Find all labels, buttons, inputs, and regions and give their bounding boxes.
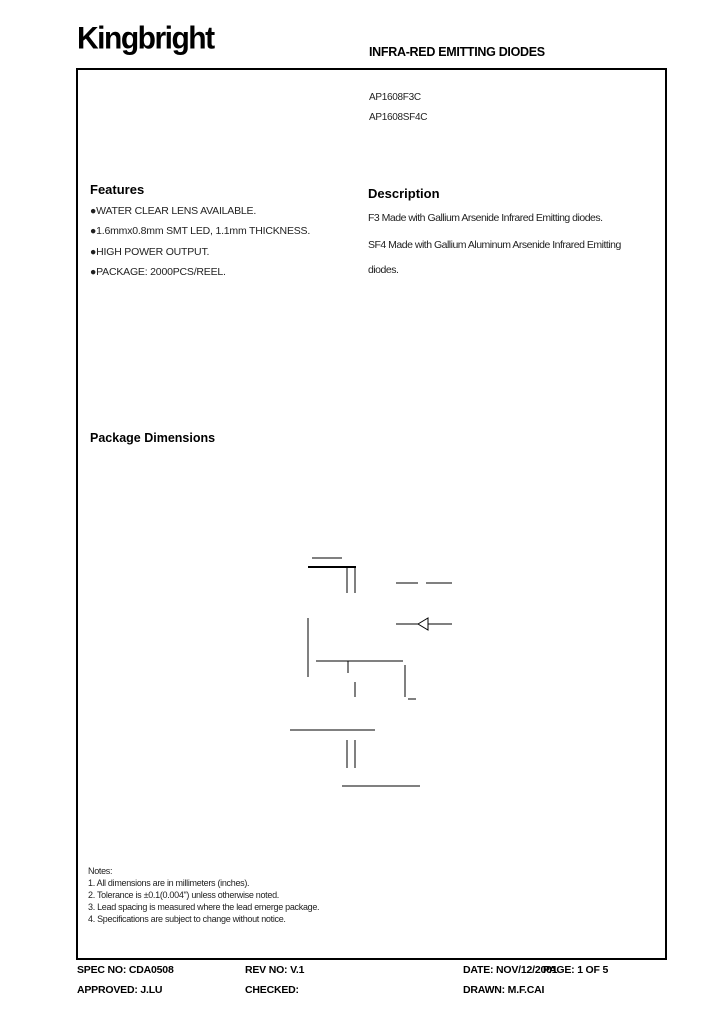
feature-item: ●PACKAGE: 2000PCS/REEL. (90, 266, 226, 278)
note-item: 3. Lead spacing is measured where the lead emerge package. (88, 902, 320, 912)
description-heading: Description (368, 186, 440, 201)
feature-item: ●1.6mmx0.8mm SMT LED, 1.1mm THICKNESS. (90, 225, 311, 237)
kingbright-logo: Kingbright (77, 21, 214, 56)
description-line: F3 Made with Gallium Arsenide Infrared Emitting diodes. (368, 212, 603, 224)
date: DATE: NOV/12/2001 (463, 964, 558, 976)
approved-by: APPROVED: J.LU (77, 984, 163, 996)
note-item: 2. Tolerance is ±0.1(0.004") unless otherwise noted. (88, 890, 279, 900)
package-dimensions-heading: Package Dimensions (90, 431, 216, 445)
note-item: 1. All dimensions are in millimeters (inches). (88, 878, 250, 888)
drawn-by: DRAWN: M.F.CAI (463, 984, 545, 996)
document-title: INFRA-RED EMITTING DIODES (369, 45, 545, 59)
features-heading: Features (90, 182, 145, 197)
feature-item: ●HIGH POWER OUTPUT. (90, 246, 210, 258)
part-number: AP1608SF4C (369, 112, 428, 123)
feature-item: ●WATER CLEAR LENS AVAILABLE. (90, 205, 257, 217)
note-item: 4. Specifications are subject to change without notice. (88, 914, 286, 924)
checked-by: CHECKED: (245, 984, 299, 996)
revision-number: REV NO: V.1 (245, 964, 305, 976)
notes-heading: Notes: (88, 866, 113, 876)
spec-number: SPEC NO: CDA0508 (77, 964, 174, 976)
content-frame (76, 68, 667, 960)
package-drawing (250, 540, 490, 800)
page-number: PAGE: 1 OF 5 (543, 964, 609, 976)
description-line: SF4 Made with Gallium Aluminum Arsenide Infrared Emitting (368, 239, 621, 251)
part-number: AP1608F3C (369, 92, 421, 103)
description-line: diodes. (368, 264, 399, 276)
